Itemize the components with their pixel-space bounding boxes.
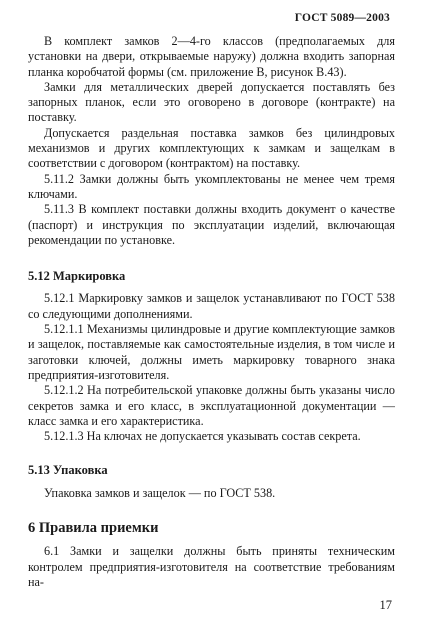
page-body (28, 34, 395, 590)
section-heading-acceptance-rules: 6 Правила приемки (28, 520, 159, 537)
paragraph: 5.12.1.3 На ключах не допускается указывать состав секрета. (44, 429, 361, 444)
paragraph: 6.1 Замки и защелки должны быть приняты техническим контролем предприятия-изготовителя на соответствие требованиям на- (28, 544, 395, 589)
section-heading-marking: 5.12 Маркировка (28, 269, 126, 284)
paragraph: 5.11.3 В комплект поставки должны входить документ о качестве (паспорт) и инструкция по эксплуатации изделий, включающая рекомендации по установке. (28, 202, 395, 247)
paragraph: 5.12.1 Маркировку замков и защелок устанавливают по ГОСТ 538 со следующими дополнениями. (28, 291, 395, 321)
standard-header: ГОСТ 5089—2003 (294, 12, 390, 24)
paragraph: В комплект замков 2—4-го классов (предполагаемых для установки на двери, открываемые наружу) должна входить запорная планка коробчатой формы (см. приложение В, рисунок В.43). (28, 34, 395, 79)
paragraph: Замки для металлических дверей допускается поставлять без запорных планок, если это оговорено в договоре (контракте) на поставку. (28, 79, 395, 125)
paragraph: 5.12.1.1 Механизмы цилиндровые и другие комплектующие замков и защелок, поставляемые как самостоятельные изделия, в том числе и заготовки ключей, должны иметь маркировку товарного знака предприятия-изготовителя. (28, 322, 395, 382)
page-number: 17 (379, 598, 392, 612)
paragraph: 5.12.1.2 На потребительской упаковке должны быть указаны число секретов замка и его класс, в эксплуатационной документации — класс замка и его характеристика. (28, 383, 395, 428)
paragraph: 5.11.2 Замки должны быть укомплектованы не менее чем тремя ключами. (28, 171, 395, 201)
paragraph: Упаковка замков и защелок — по ГОСТ 538. (44, 485, 276, 500)
section-heading-packaging: 5.13 Упаковка (28, 463, 108, 478)
paragraph: Допускается раздельная поставка замков без цилиндровых механизмов и других комплектующих к замкам и защелкам в соответствии с договором (контрактом) на поставку. (28, 125, 395, 171)
